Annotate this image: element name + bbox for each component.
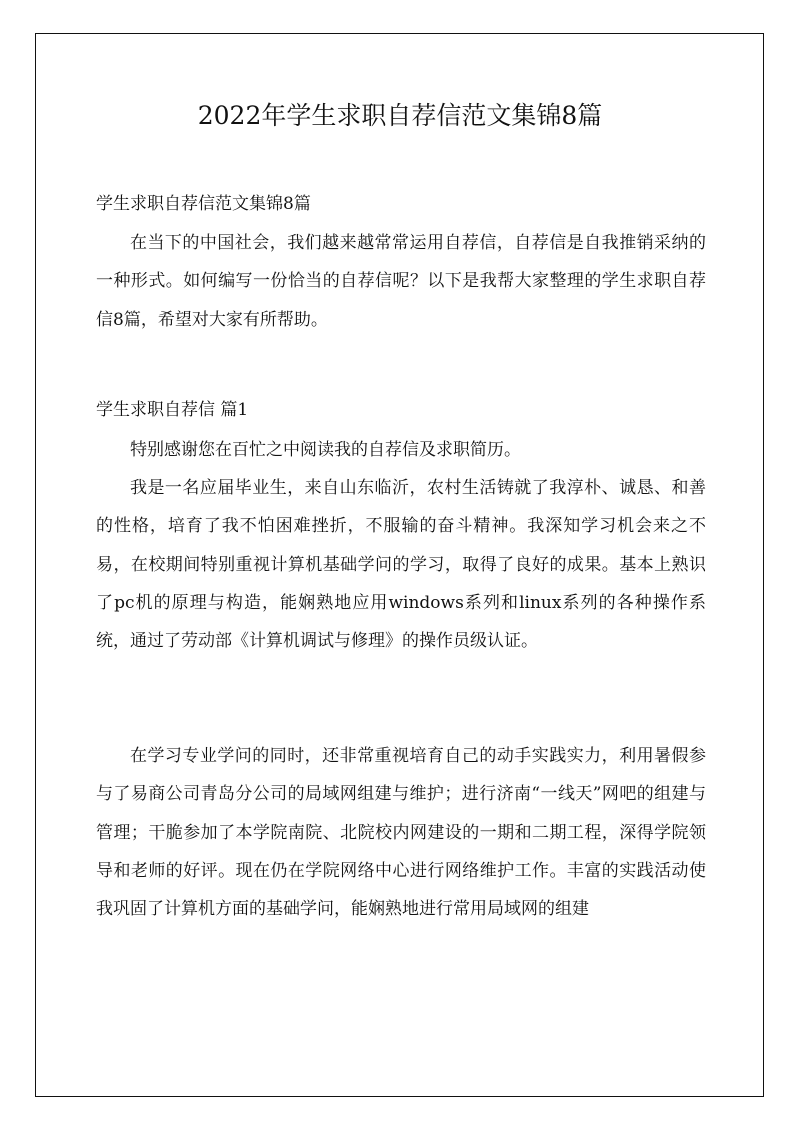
intro-paragraph: 在当下的中国社会，我们越来越常常运用自荐信，自荐信是自我推销采纳的一种形式。如何编写一份恰当的自荐信呢？以下是我帮大家整理的学生求职自荐信8篇，希望对大家有所帮助。 <box>96 233 706 330</box>
section-heading: 学生求职自荐信 篇1 <box>96 400 249 420</box>
body-paragraph-1: 特别感谢您在百忙之中阅读我的自荐信及求职简历。 <box>130 440 521 460</box>
document-subtitle: 学生求职自荐信范文集锦8篇 <box>96 194 311 214</box>
body-paragraph-3: 在学习专业学问的同时，还非常重视培育自己的动手实践实力，利用暑假参与了易商公司青岛分公司的局域网组建与维护；进行济南“一线天”网吧的组建与管理；干脆参加了本学院南院、北院校内网建设的一期和二期工程，深得学院领导和老师的好评。现在仍在学院网络中心进行网络维护工作。丰富的实践活动使我巩固了计算机方面的基础学问，能娴熟地进行常用局域网的组建 <box>96 746 706 920</box>
body-paragraph-2: 我是一名应届毕业生，来自山东临沂，农村生活铸就了我淳朴、诚恳、和善的性格，培育了我不怕困难挫折，不服输的奋斗精神。我深知学习机会来之不易，在校期间特别重视计算机基础学问的学习，取得了良好的成果。基本上熟识了pc机的原理与构造，能娴熟地应用windows系列和linux系列的各种操作系统，通过了劳动部《计算机调试与修理》的操作员级认证。 <box>96 478 706 652</box>
document-title: 2022年学生求职自荐信范文集锦8篇 <box>197 101 603 130</box>
